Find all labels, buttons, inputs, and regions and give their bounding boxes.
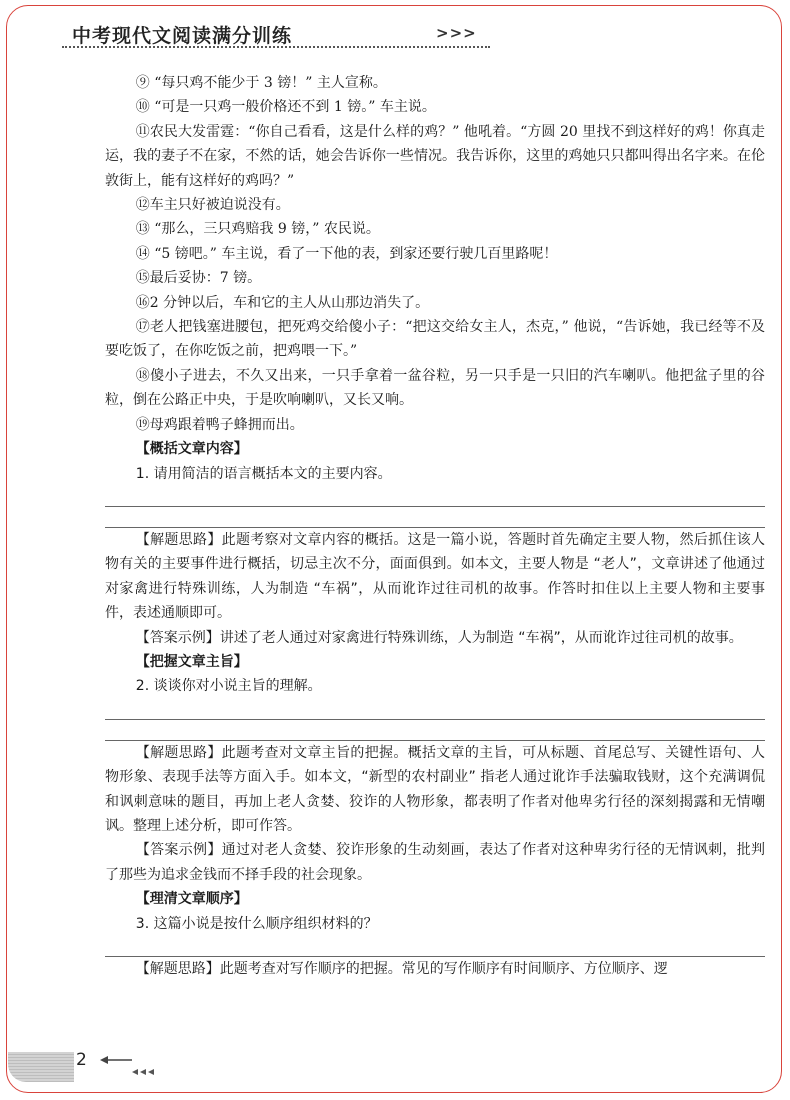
analysis-paragraph [105,528,765,626]
question-3: 3. 这篇小说是按什么顺序组织材料的？ [135,915,378,932]
story-paragraph-17: ⑰老人把钱塞进腰包，把死鸡交给傻小子：“把这交给女主人，杰克，” 他说，“告诉她，我已经等不及要吃饭了，在你吃饭之前，把鸡喂一下。” [105,319,765,360]
analysis-label: 【解题思路】 [135,531,222,548]
answer-label: 【答案示例】 [135,842,222,859]
book-title: 中考现代文阅读满分训练 [72,25,293,47]
page-content [105,71,765,981]
story-paragraph-10: ⑩ “可是一只鸡一般价格还不到 1 镑。” 车主说。 [135,99,436,116]
analysis-paragraph [105,957,765,981]
header-arrows: >>> [436,24,477,42]
answer-line [105,486,765,507]
answer-label: 【答案示例】 [135,629,220,646]
answer-line [105,720,765,741]
back-arrow-icon [96,1054,160,1080]
answer-paragraph [105,626,765,650]
story-paragraph-16: ⑯2 分钟以后，车和它的主人从山那边消失了。 [135,294,430,311]
analysis-text: 此题考察对文章内容的概括。这是一篇小说，答题时首先确定主要人物，然后抓住该人物有关的主要事件进行概括，切忌主次不分，面面俱到。如本文，主要人物是 “老人”，文章讲述了他通过对家禽进行特殊训练，人为制造 “车祸”，从而讹诈过往司机的故事。作答时扣住以上主要人物和主要事件，表述通顺即可。 [105,531,765,622]
answer-text: 讲述了老人通过对家禽进行特殊训练，人为制造 “车祸”，从而讹诈过往司机的故事。 [219,629,743,646]
question-1: 1. 请用简洁的语言概括本文的主要内容。 [135,465,392,482]
section-heading-theme: 【把握文章主旨】 [135,653,248,670]
header-dotted-rule [62,46,490,48]
analysis-text: 此题考查对写作顺序的把握。常见的写作顺序有时间顺序、方位顺序、逻 [219,961,668,977]
story-paragraph-9: ⑨ “每只鸡不能少于 3 镑！” 主人宣称。 [135,75,387,91]
story-paragraph-12: ⑫车主只好被迫说没有。 [135,197,290,214]
story-paragraph-11: ⑪农民大发雷霆：“你自己看看，这是什么样的鸡？” 他吼着。“方圆 20 里找不到这样好的鸡！你真走运，我的妻子不在家，不然的话，她会告诉你一些情况。我告诉你，这里的鸡她只只都叫得出名字来。在伦敦街上，能有这样好的鸡吗？” [105,123,765,189]
footer-shaded-tab [8,1052,74,1082]
story-paragraph-14: ⑭ “5 镑吧。” 车主说，看了一下他的表，到家还要行驶几百里路呢！ [135,245,558,262]
section-heading-order: 【理清文章顺序】 [135,891,248,908]
analysis-paragraph [105,741,765,839]
analysis-label: 【解题思路】 [135,744,222,761]
analysis-label: 【解题思路】 [135,961,220,977]
question-2: 2. 谈谈你对小说主旨的理解。 [135,678,322,695]
story-paragraph-18: ⑱傻小子进去，不久又出来，一只手拿着一盆谷粒，另一只手是一只旧的汽车喇叭。他把盆子里的谷粒，倒在公路正中央，于是吹响喇叭，又长又响。 [105,367,765,409]
answer-text: 通过对老人贪婪、狡诈形象的生动刻画，表达了作者对这种卑劣行径的无情讽刺，批判了那些为追求金钱而不择手段的社会现象。 [105,842,765,883]
answer-line [105,507,765,528]
answer-line [105,699,765,720]
answer-line [105,936,765,957]
story-paragraph-19: ⑲母鸡跟着鸭子蜂拥而出。 [135,416,304,433]
analysis-text: 此题考查对文章主旨的把握。概括文章的主旨，可从标题、首尾总写、关键性语句、人物形象、表现手法等方面入手。如本文，“新型的农村副业” 指老人通过讹诈手法骗取钱财，这个充满调侃和讽刺意味的题目，再加上老人贪婪、狡诈的人物形象，都表明了作者对他卑劣行径的深刻揭露和无情嘲讽。整理上述分析，即可作答。 [105,744,765,834]
section-heading-summary: 【概括文章内容】 [135,441,248,458]
story-paragraph-13: ⑬ “那么，三只鸡赔我 9 镑，” 农民说。 [135,221,380,238]
page-number: 2 [76,1050,87,1070]
answer-paragraph [105,838,765,887]
story-paragraph-15: ⑮最后妥协：7 镑。 [135,270,262,287]
